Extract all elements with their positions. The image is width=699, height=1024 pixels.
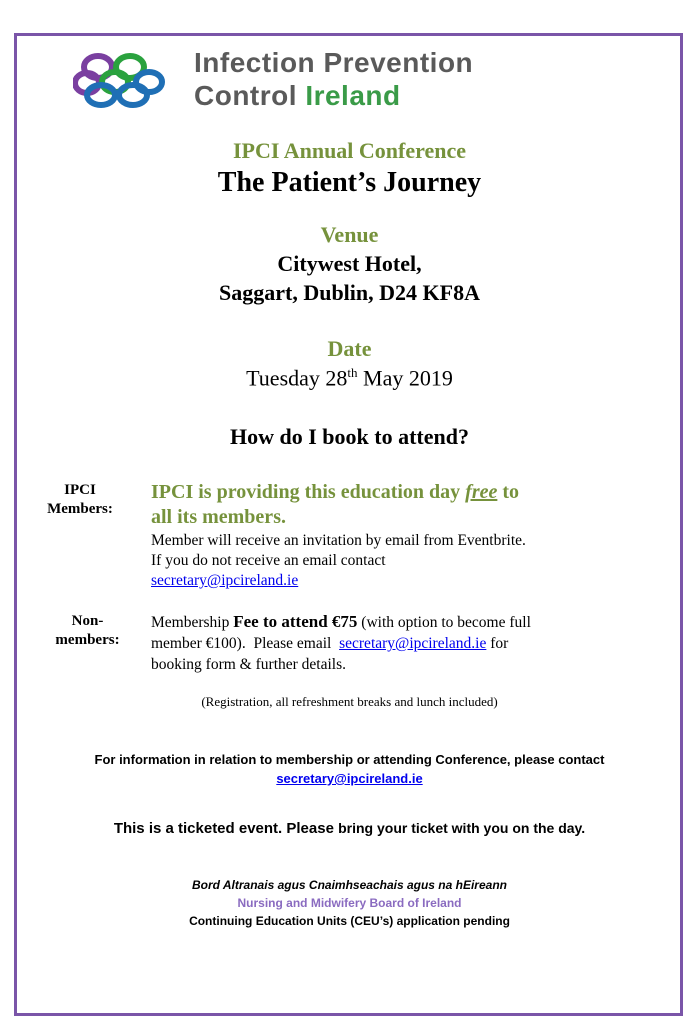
members-email-link[interactable]: secretary@ipcireland.ie — [151, 572, 299, 589]
conference-subtitle: IPCI Annual Conference — [232, 138, 467, 163]
page-title: The Patient’s Journey — [217, 167, 482, 198]
interlocking-rings-icon — [73, 50, 177, 110]
non-members-email-link[interactable]: secretary@ipcireland.ie — [339, 635, 487, 652]
info-email-link[interactable]: secretary@ipcireland.ie — [276, 771, 423, 786]
venue-line1: Citywest Hotel, — [277, 251, 422, 276]
members-text-line2: If you do not receive an email contact — [151, 552, 386, 569]
venue-heading: Venue — [320, 222, 379, 247]
ticket-notice: This is a ticketed event. Please bring your ticket with you on the day. — [113, 820, 586, 837]
members-label: IPCI Members: — [47, 482, 113, 517]
members-text-line1: Member will receive an invitation by email from Eventbrite. — [151, 532, 526, 549]
footer-ceu: Continuing Education Units (CEU’s) application pending — [189, 914, 510, 928]
members-email-row — [151, 571, 298, 591]
members-headline: IPCI is providing this education day free to all its members. — [151, 481, 520, 528]
venue-line2: Saggart, Dublin, D24 KF8A — [219, 280, 480, 305]
footer-irish-board: Bord Altranais agus Cnaimhseachais agus na hEireann — [192, 878, 507, 892]
non-members-label: Non- members: — [55, 613, 120, 648]
date-heading: Date — [327, 336, 372, 361]
non-members-line2: member €100). Please email secretary@ipcireland.ie for — [151, 635, 509, 652]
included-note: (Registration, all refreshment breaks and lunch included) — [201, 694, 498, 709]
logo-text-line2: Control Ireland — [194, 80, 401, 111]
date-value: Tuesday 28th May 2019 — [246, 365, 453, 391]
booking-question: How do I book to attend? — [230, 424, 469, 449]
non-members-line3: booking form & further details. — [151, 656, 346, 673]
logo-text-line1: Infection Prevention — [194, 47, 474, 78]
footer-nmbi: Nursing and Midwifery Board of Ireland — [237, 896, 462, 910]
non-members-line1: Membership Fee to attend €75 (with option to become full — [151, 612, 531, 631]
info-block: For information in relation to membership or attending Conference, please contact secretary@ipcireland.ie — [94, 752, 605, 786]
